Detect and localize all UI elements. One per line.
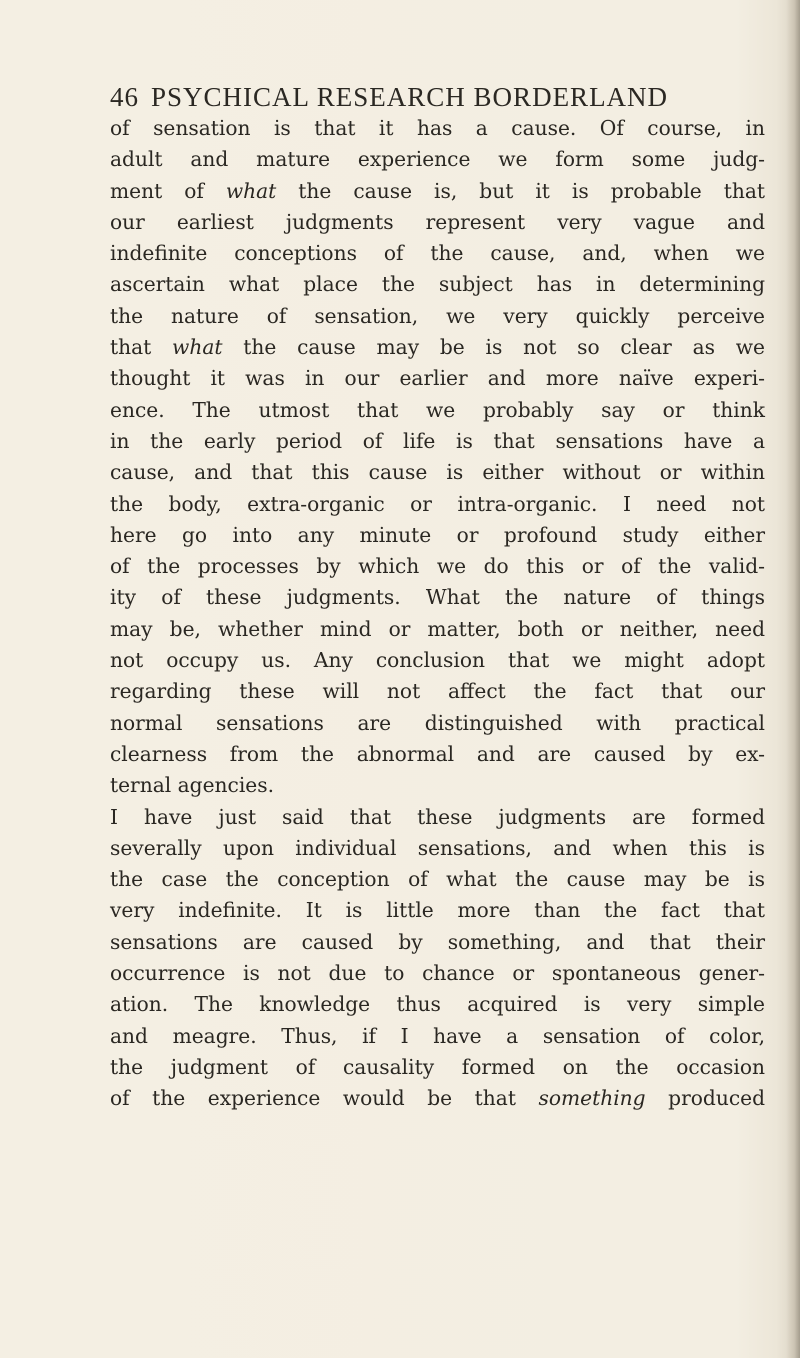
text-line: the judgment of causality formed on the occasion [110, 1054, 765, 1079]
text-line: ation. The knowledge thus acquired is very simple [110, 992, 765, 1017]
text-line: our earliest judgments represent very vague and [110, 209, 765, 234]
text-line: that what the cause may be is not so clear as we [110, 335, 765, 360]
text-line: not occupy us. Any conclusion that we might adopt [110, 648, 765, 673]
italic-emphasis: what [225, 178, 277, 203]
text-line: regarding these will not affect the fact that our [110, 679, 765, 704]
text-line: cause, and that this cause is either without or within [110, 460, 765, 485]
text-line: ascertain what place the subject has in determining [110, 272, 765, 297]
body-text [110, 113, 765, 1115]
text-line: clearness from the abnormal and are caused by ex- [110, 741, 765, 766]
text-line: the case the conception of what the cause may be is [110, 867, 765, 892]
text-line: ternal agencies. [110, 773, 275, 798]
text-line: thought it was in our earlier and more naïve experi- [110, 366, 765, 391]
italic-emphasis: what [172, 335, 223, 360]
text-line: ence. The utmost that we probably say or think [110, 397, 765, 422]
page-number: 46 [110, 82, 139, 112]
text-line: indefinite conceptions of the cause, and, when we [110, 241, 765, 266]
text-line: the nature of sensation, we very quickly perceive [110, 303, 765, 328]
text-line: very indefinite. It is little more than the fact that [110, 898, 765, 923]
text-line: of the processes by which we do this or of the valid- [110, 554, 765, 579]
italic-emphasis: something [538, 1086, 646, 1111]
text-line: ment of what the cause is, but it is probable that [110, 178, 765, 203]
text-line: sensations are caused by something, and that their [110, 929, 765, 954]
page-binding-edge [786, 0, 800, 1358]
text-line: the body, extra-organic or intra-organic. I need not [110, 491, 765, 516]
running-title: PSYCHICAL RESEARCH BORDERLAND [151, 82, 669, 112]
text-line: occurrence is not due to chance or spontaneous gener- [110, 961, 765, 986]
text-line: in the early period of life is that sensations have a [110, 428, 765, 453]
text-line: I have just said that these judgments are formed [110, 804, 765, 829]
text-line: ity of these judgments. What the nature of things [110, 585, 765, 610]
text-line: may be, whether mind or matter, both or neither, need [110, 616, 765, 641]
text-line: and meagre. Thus, if I have a sensation of color, [110, 1023, 765, 1048]
text-line: of the experience would be that something produced [110, 1086, 765, 1111]
text-line: severally upon individual sensations, and when this is [110, 835, 765, 860]
text-line: here go into any minute or profound study either [110, 522, 765, 547]
text-line: adult and mature experience we form some judg- [110, 147, 765, 172]
text-line: normal sensations are distinguished with practical [110, 710, 765, 735]
text-line: of sensation is that it has a cause. Of course, in [110, 116, 765, 140]
